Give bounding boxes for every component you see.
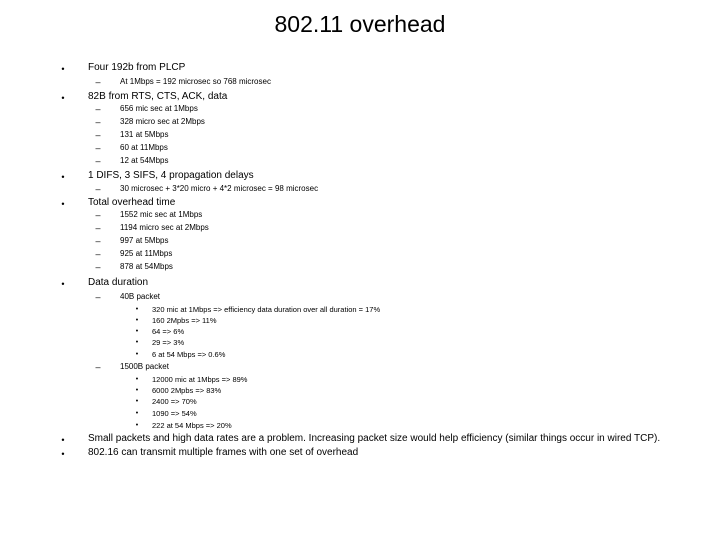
bullet-marker: • — [135, 339, 139, 346]
bullet-marker: • — [135, 351, 139, 358]
dash-marker: – — [95, 262, 101, 272]
outline-item-text: 2400 => 70% — [152, 397, 197, 406]
bullet-marker: • — [135, 317, 139, 324]
outline-item-text: 925 at 11Mbps — [120, 249, 173, 258]
outline-item-text: Four 192b from PLCP — [88, 62, 186, 73]
bullet-marker: • — [61, 435, 65, 445]
outline-item-text: 6000 2Mpbs => 83% — [152, 386, 222, 395]
outline-item-text: 222 at 54 Mbps => 20% — [152, 421, 232, 430]
outline-item-text: 320 mic at 1Mbps => efficiency data duration over all duration = 17% — [152, 305, 381, 314]
outline-item-text: 160 2Mpbs => 11% — [152, 316, 217, 325]
bullet-marker: • — [61, 172, 65, 182]
bullet-marker: • — [61, 279, 65, 289]
outline-item-text: 802.16 can transmit multiple frames with one set of overhead — [88, 447, 359, 458]
bullet-marker: • — [135, 422, 139, 429]
bullet-marker: • — [135, 410, 139, 417]
outline-item-text: 1 DIFS, 3 SIFS, 4 propagation delays — [88, 170, 254, 181]
outline-item-text: 1500B packet — [120, 362, 169, 371]
outline-item-text: 12000 mic at 1Mbps => 89% — [152, 375, 248, 384]
slide-title: 802.11 overhead — [274, 11, 446, 37]
outline-item-text: 82B from RTS, CTS, ACK, data — [88, 91, 228, 102]
dash-marker: – — [95, 362, 101, 372]
bullet-marker: • — [135, 398, 139, 405]
dash-marker: – — [95, 223, 101, 233]
dash-marker: – — [95, 236, 101, 246]
outline-item-text: 1194 micro sec at 2Mbps — [120, 223, 209, 232]
dash-marker: – — [95, 184, 101, 194]
outline-item-text: At 1Mbps = 192 microsec so 768 microsec — [120, 77, 271, 86]
outline-item-text: Small packets and high data rates are a problem. Increasing packet size would help efficiency (similar things occur in wired TCP). — [88, 433, 661, 444]
outline-item-text: 60 at 11Mbps — [120, 143, 168, 152]
dash-marker: – — [95, 143, 101, 153]
outline-item-text: 1552 mic sec at 1Mbps — [120, 210, 203, 219]
outline-item-text: 64 => 6% — [152, 327, 185, 336]
dash-marker: – — [95, 156, 101, 166]
outline-item-text: 656 mic sec at 1Mbps — [120, 104, 198, 113]
dash-marker: – — [95, 130, 101, 140]
bullet-marker: • — [61, 64, 65, 74]
dash-marker: – — [95, 292, 101, 302]
dash-marker: – — [95, 210, 101, 220]
bullet-marker: • — [61, 93, 65, 103]
outline-item-text: 12 at 54Mbps — [120, 156, 169, 165]
outline-item-text: 29 => 3% — [152, 338, 185, 347]
outline-item-text: Data duration — [88, 277, 149, 288]
dash-marker: – — [95, 249, 101, 259]
dash-marker: – — [95, 104, 101, 114]
outline-item-text: 878 at 54Mbps — [120, 262, 173, 271]
outline-item-text: 40B packet — [120, 292, 161, 301]
bullet-marker: • — [135, 328, 139, 335]
outline-item-text: 1090 => 54% — [152, 409, 197, 418]
bullet-marker: • — [61, 199, 65, 209]
bullet-marker: • — [135, 306, 139, 313]
dash-marker: – — [95, 77, 101, 87]
bullet-marker: • — [135, 387, 139, 394]
outline-item-text: 30 microsec + 3*20 micro + 4*2 microsec = 98 microsec — [120, 184, 319, 193]
outline-item-text: 6 at 54 Mbps => 0.6% — [152, 350, 226, 359]
outline-item-text: 131 at 5Mbps — [120, 130, 169, 139]
outline-item-text: 997 at 5Mbps — [120, 236, 169, 245]
outline-item-text: Total overhead time — [88, 197, 176, 208]
bullet-marker: • — [135, 376, 139, 383]
outline-item-text: 328 micro sec at 2Mbps — [120, 117, 205, 126]
dash-marker: – — [95, 117, 101, 127]
bullet-marker: • — [61, 449, 65, 459]
